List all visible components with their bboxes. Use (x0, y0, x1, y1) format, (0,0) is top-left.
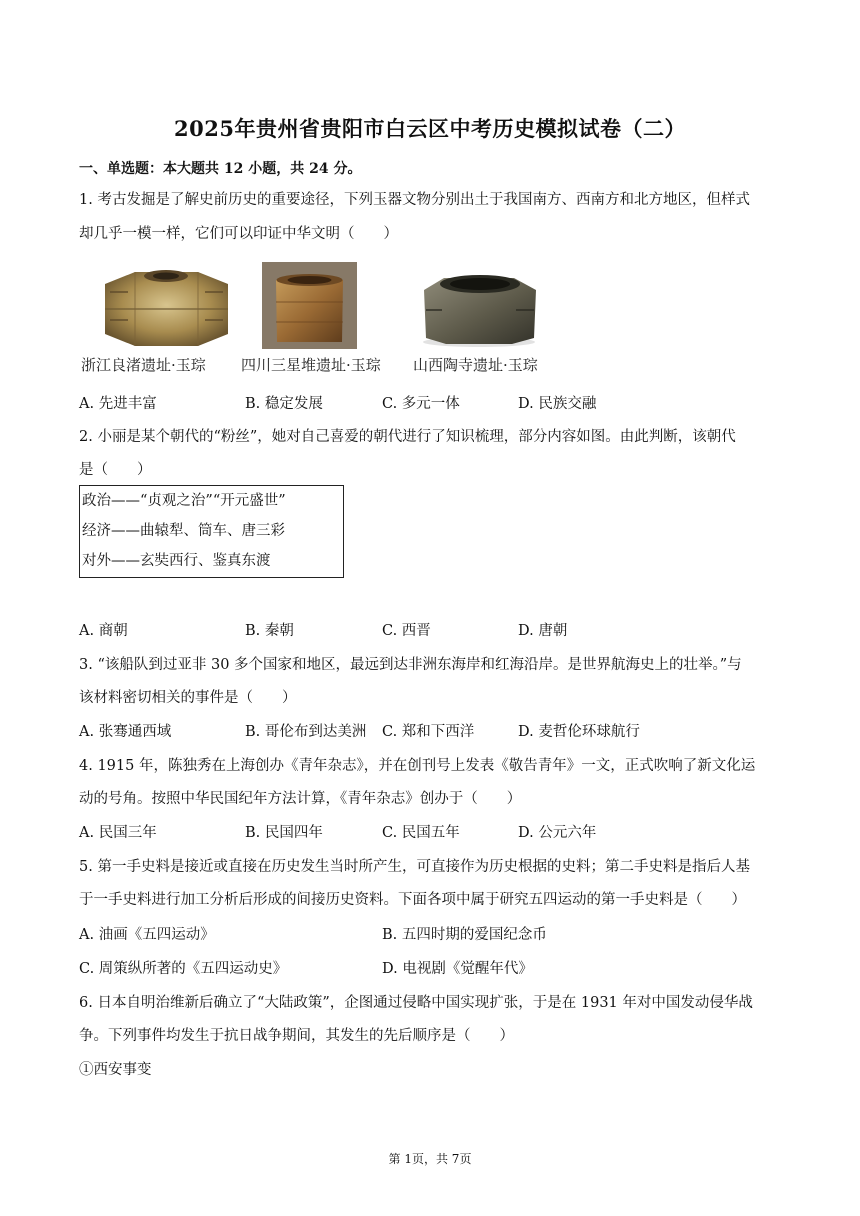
q2-line-1: 2. 小丽是某个朝代的“粉丝”，她对自己喜爱的朝代进行了知识梳理，部分内容如图。由此判断，该朝代 (79, 429, 736, 445)
page-title: 2025年贵州省贵阳市白云区中考历史模拟试卷（二） (174, 116, 686, 141)
q1-option-c: C. 多元一体 (382, 396, 460, 412)
q3-option-a: A. 张骞通西域 (79, 724, 172, 740)
caption-taosi: 山西陶寺遗址·玉琮 (413, 356, 538, 374)
q5-line-2: 于一手史料进行加工分析后形成的间接历史资料。下面各项中属于研究五四运动的第一手史料是（ ） (79, 892, 746, 908)
q5-option-a: A. 油画《五四运动》 (79, 927, 215, 943)
q5-option-b: B. 五四时期的爱国纪念币 (382, 927, 547, 943)
q4-option-d: D. 公元六年 (518, 825, 597, 841)
q1-line-2: 却几乎一模一样，它们可以印证中华文明（ ） (79, 226, 398, 242)
q4-line-2: 动的号角。按照中华民国纪年方法计算，《青年杂志》创办于（ ） (79, 791, 522, 807)
taosi-jade-cong-image (414, 262, 544, 349)
q1-option-d: D. 民族交融 (518, 396, 597, 412)
sanxingdui-jade-cong-image (262, 262, 357, 349)
q6-item-1: ①西安事变 (79, 1062, 152, 1078)
q3-option-d: D. 麦哲伦环球航行 (518, 724, 640, 740)
page-footer: 第 1页，共 7页 (388, 1152, 472, 1166)
liangzhu-jade-cong-image (95, 262, 238, 349)
q4-option-a: A. 民国三年 (79, 825, 157, 841)
q2-option-c: C. 西晋 (382, 623, 431, 639)
dynasty-summary-box (79, 485, 344, 578)
q5-line-1: 5. 第一手史料是接近或直接在历史发生当时所产生，可直接作为历史根据的史料；第二手史料是指后人基 (79, 859, 750, 875)
q1-option-a: A. 先进丰富 (79, 396, 157, 412)
q2-line-2: 是（ ） (79, 462, 152, 478)
caption-liangzhu: 浙江良渚遗址·玉琮 (81, 356, 206, 374)
q5-option-d: D. 电视剧《觉醒年代》 (382, 961, 533, 977)
q2-option-a: A. 商朝 (79, 623, 128, 639)
q6-line-1: 6. 日本自明治维新后确立了“大陆政策”，企图通过侵略中国实现扩张，于是在 1931 年对中国发动侵华战 (79, 995, 753, 1011)
q3-option-b: B. 哥伦布到达美洲 (245, 724, 367, 740)
q3-line-2: 该材料密切相关的事件是（ ） (79, 690, 297, 706)
q6-line-2: 争。下列事件均发生于抗日战争期间，其发生的先后顺序是（ ） (79, 1028, 514, 1044)
section-heading: 一、单选题：本大题共 12 小题，共 24 分。 (79, 161, 362, 177)
box-politics-line: 政治——“贞观之治”“开元盛世” (82, 493, 286, 509)
q3-option-c: C. 郑和下西洋 (382, 724, 475, 740)
q2-option-b: B. 秦朝 (245, 623, 294, 639)
q1-option-b: B. 稳定发展 (245, 396, 323, 412)
q2-option-d: D. 唐朝 (518, 623, 568, 639)
q1-line-1: 1. 考古发掘是了解史前历史的重要途径，下列玉器文物分别出土于我国南方、西南方和北方地区，但样式 (79, 192, 750, 208)
box-economy-line: 经济——曲辕犁、筒车、唐三彩 (82, 523, 285, 539)
q4-option-b: B. 民国四年 (245, 825, 323, 841)
q5-option-c: C. 周策纵所著的《五四运动史》 (79, 961, 288, 977)
q4-line-1: 4. 1915 年，陈独秀在上海创办《青年杂志》，并在创刊号上发表《敬告青年》一文，正式吹响了新文化运 (79, 758, 756, 774)
caption-sanxingdui: 四川三星堆遗址·玉琮 (241, 356, 381, 374)
q4-option-c: C. 民国五年 (382, 825, 460, 841)
q3-line-1: 3. “该船队到过亚非 30 多个国家和地区，最远到达非洲东海岸和红海沿岸。是世界航海史上的壮举。”与 (79, 657, 742, 673)
box-foreign-line: 对外——玄奘西行、鉴真东渡 (82, 553, 271, 569)
